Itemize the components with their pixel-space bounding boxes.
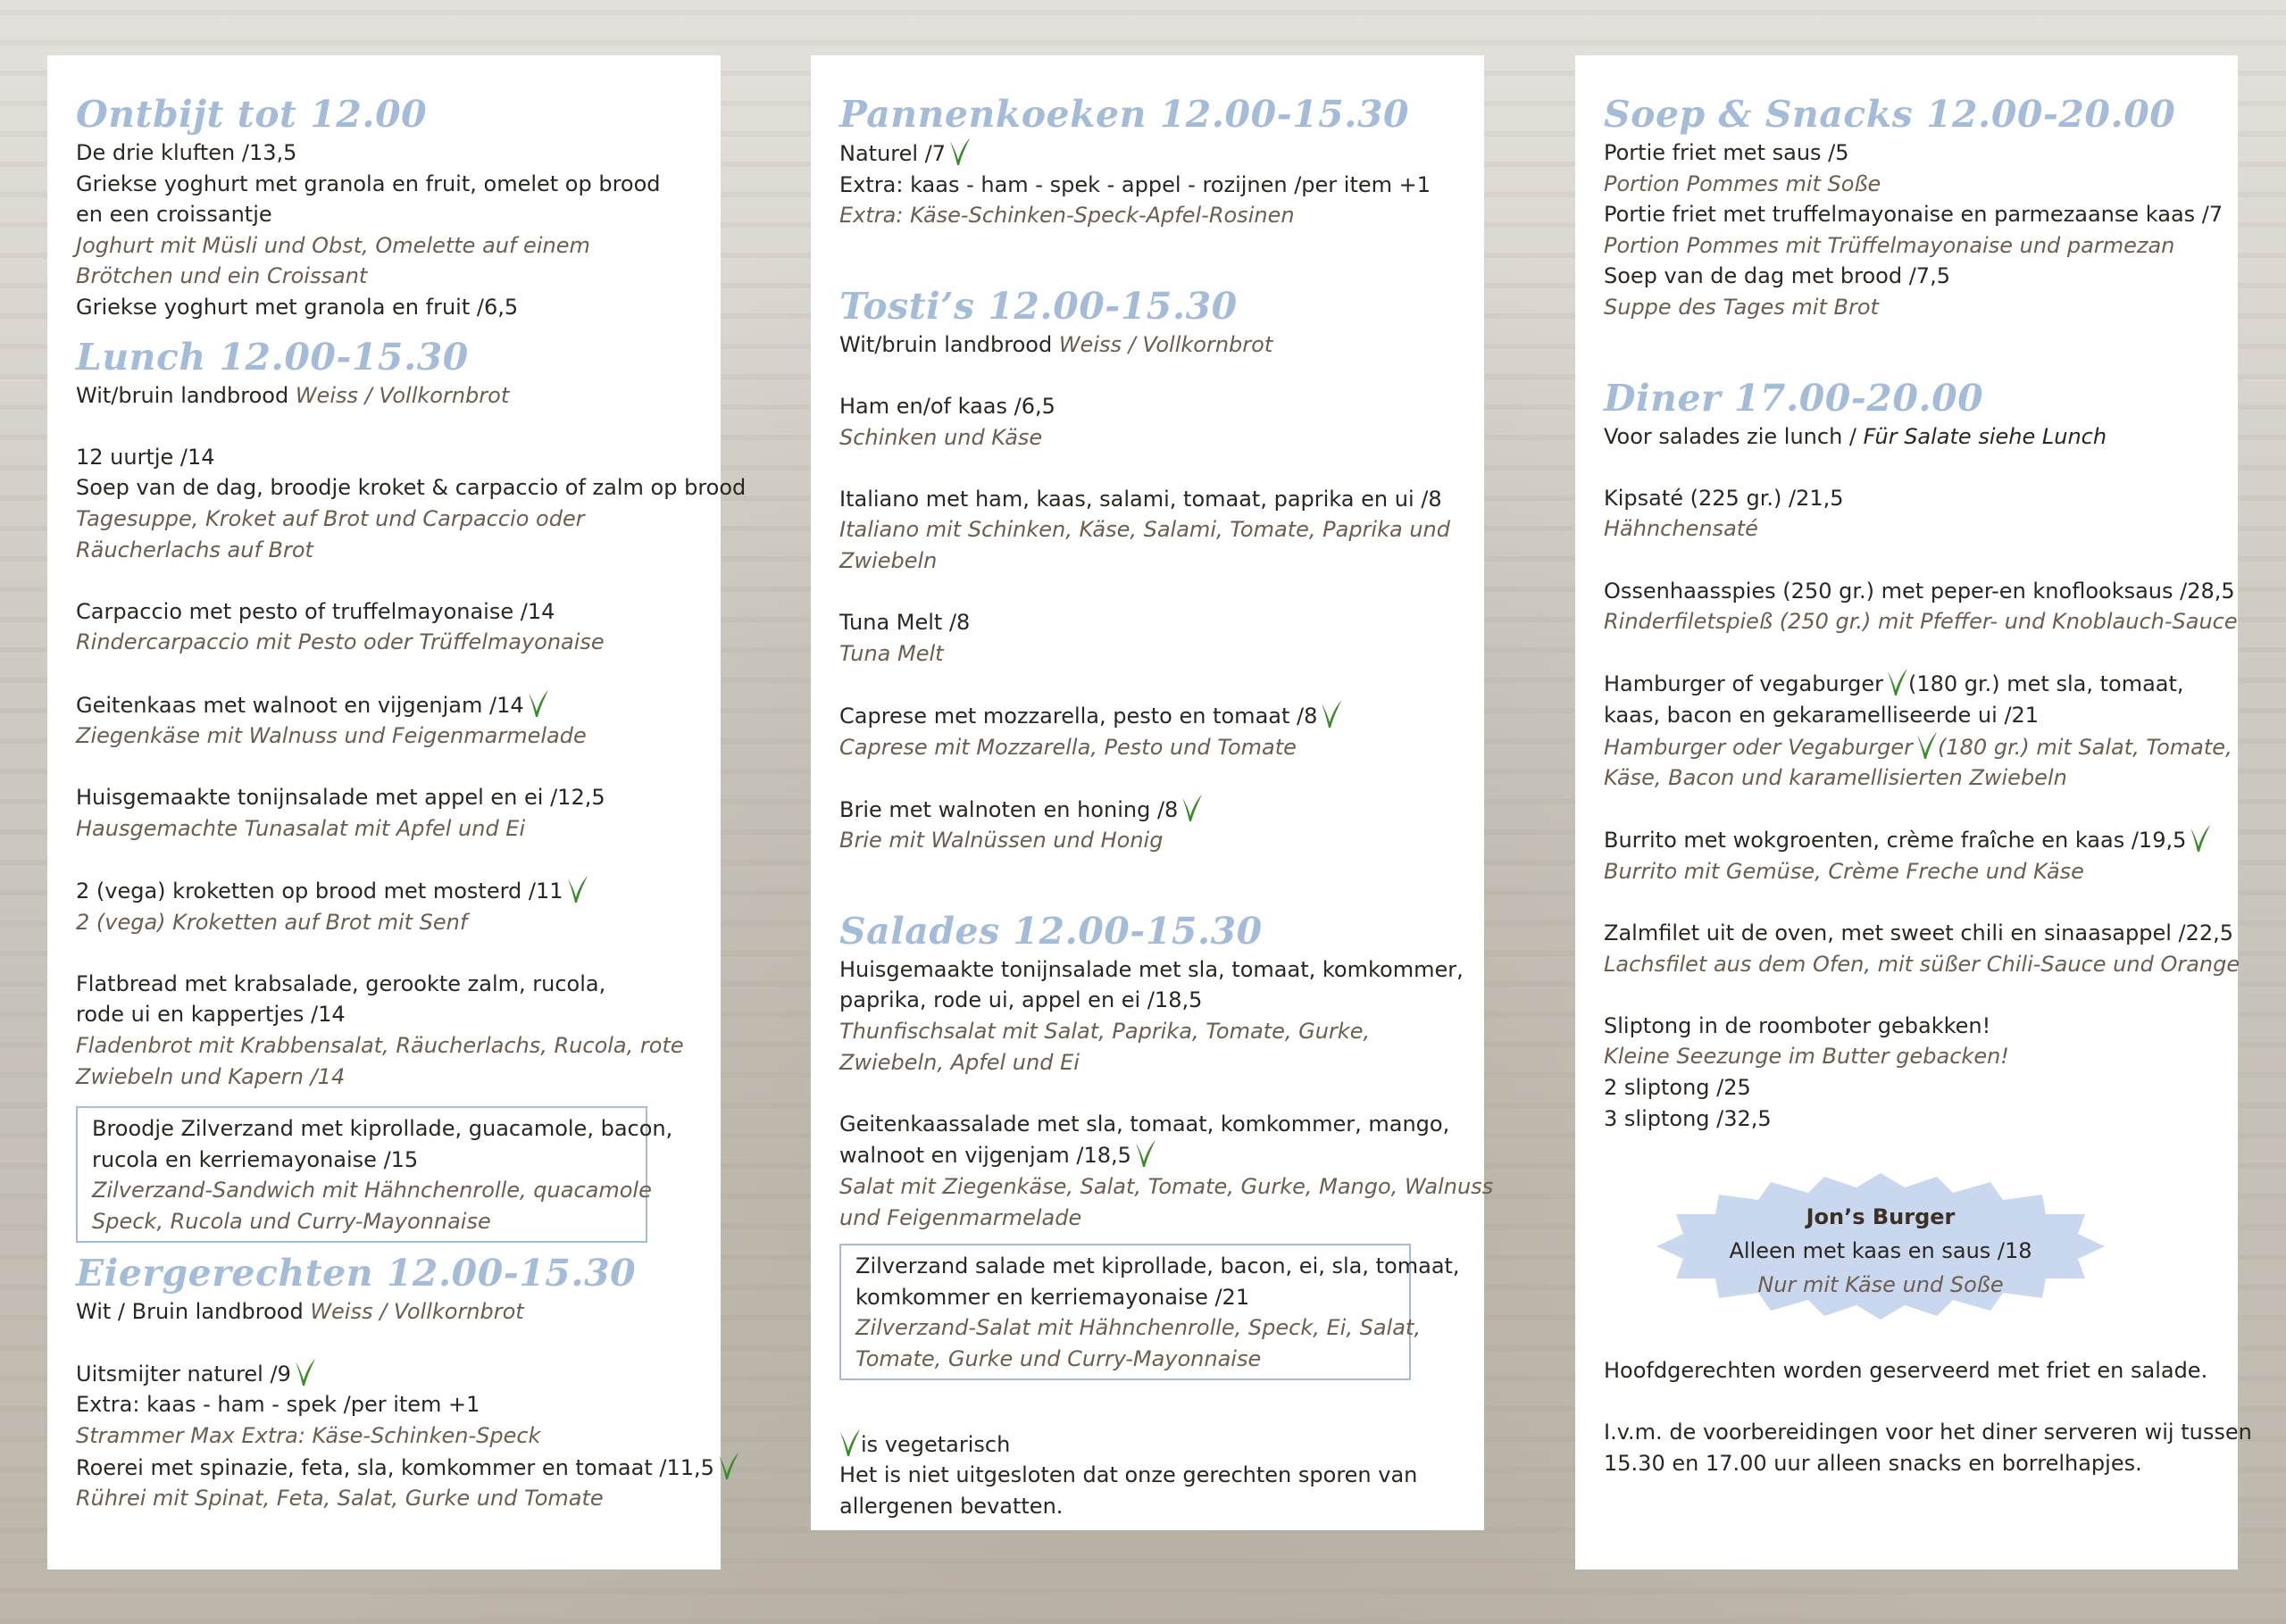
menu-item: De drie kluften /13,5 — [76, 140, 297, 165]
leaf-icon — [295, 1358, 316, 1387]
menu-item-translation: Lachsfilet aus dem Ofen, mit süßer Chili-Sauce und Orange — [1604, 951, 2240, 977]
menu-item-translation: Extra: Käse-Schinken-Speck-Apfel-Rosinen — [839, 203, 1295, 229]
menu-item: Geitenkaas met walnoot en vijgenjam /14 — [76, 689, 692, 721]
menu-item-translation: Rührei mit Spinat, Feta, Salat, Gurke und Tomate — [76, 1486, 604, 1512]
menu-item: Huisgemaakte tonijnsalade met appel en ei /12,5 — [76, 785, 605, 811]
menu-item-translation: Joghurt mit Müsli und Obst, Omelette auf einem — [76, 232, 590, 258]
leaf-icon — [1916, 731, 1938, 760]
menu-item-translation: Burrito mit Gemüse, Crème Freche und Käse — [1604, 858, 2084, 884]
burger-title: Jon’s Burger — [1806, 1204, 1956, 1230]
menu-item-translation: Zwiebeln — [839, 547, 938, 573]
menu-item: Uitsmijter naturel /9 — [76, 1358, 692, 1390]
menu-item: Naturel /7 — [839, 137, 1456, 170]
menu-item: Huisgemaakte tonijnsalade met sla, tomaat, komkommer, — [839, 956, 1464, 982]
leaf-icon — [1321, 700, 1342, 729]
menu-item: Portie friet met saus /5 — [1604, 140, 1849, 165]
menu-item-description: rode ui en kappertjes /14 — [76, 1002, 346, 1028]
menu-item: Ham en/of kaas /6,5 — [839, 393, 1055, 419]
diner-intro: Voor salades zie lunch / Für Salate siehe Lunch — [1604, 423, 2107, 449]
menu-item-translation: Rindercarpaccio mit Pesto oder Trüffelmayonaise — [76, 629, 605, 655]
menu-item: 12 uurtje /14 — [76, 444, 215, 470]
menu-item-description: kaas, bacon en gekaramelliseerde ui /21 — [1604, 702, 2040, 728]
menu-item-translation: Rinderfiletspieß (250 gr.) mit Pfeffer- und Knoblauch-Sauce — [1604, 609, 2238, 635]
menu-item-translation: Italiano mit Schinken, Käse, Salami, Tomate, Paprika und — [839, 517, 1450, 543]
burger-badge — [1653, 1170, 2108, 1323]
leaf-icon — [949, 137, 971, 166]
menu-item: Ossenhaasspies (250 gr.) met peper-en knoflooksaus /28,5 — [1604, 578, 2235, 604]
menu-item-translation: und Feigenmarmelade — [839, 1204, 1082, 1230]
menu-item: Flatbread met krabsalade, gerookte zalm, rucola, — [76, 970, 606, 996]
heading-pannenkoeken: Pannenkoeken 12.00-15.30 — [839, 93, 1410, 136]
leaf-icon — [1181, 794, 1203, 822]
leaf-icon — [1135, 1139, 1156, 1168]
menu-item: Carpaccio met pesto of truffelmayonaise /14 — [76, 598, 555, 624]
menu-item: Tuna Melt /8 — [839, 610, 971, 636]
menu-item-price: 3 sliptong /32,5 — [1604, 1105, 1772, 1131]
menu-item-translation: Portion Pommes mit Soße — [1604, 171, 1881, 196]
special-box-broodje: Broodje Zilverzand met kiprollade, guacamole, bacon, rucola en kerriemayonaise /15 Zilverzand-Sandwich mit Hähnchenrolle, quacamole Speck, Rucola und Curry-Mayonnaise — [76, 1106, 647, 1242]
allergen-note: Het is niet uitgesloten dat onze gerechten sporen van — [839, 1462, 1418, 1488]
menu-item: Roerei met spinazie, feta, sla, komkommer en tomaat /11,5 — [76, 1452, 692, 1484]
menu-item-translation: Brie mit Walnüssen und Honig — [839, 828, 1164, 854]
menu-item-description: paprika, rode ui, appel en ei /18,5 — [839, 987, 1203, 1013]
menu-item: Brie met walnoten en honing /8 — [839, 794, 1456, 826]
menu-item: Sliptong in de roomboter gebakken! — [1604, 1012, 1991, 1038]
menu-item-description: Soep van de dag, broodje kroket & carpaccio of zalm op brood — [76, 475, 747, 501]
menu-item-translation: Zwiebeln, Apfel und Ei — [839, 1049, 1080, 1075]
heading-diner: Diner 17.00-20.00 — [1604, 376, 1984, 420]
menu-panel-middle — [811, 55, 1494, 1530]
menu-item-translation: Räucherlachs auf Brot — [76, 537, 313, 562]
menu-item-price: 2 sliptong /25 — [1604, 1075, 1751, 1101]
menu-item: Burrito met wokgroenten, crème fraîche en kaas /19,5 — [1604, 824, 2209, 856]
menu-item-translation: Caprese mit Mozzarella, Pesto und Tomate — [839, 734, 1297, 760]
menu-item-translation: Kleine Seezunge im Butter gebacken! — [1604, 1044, 2009, 1070]
menu-item-translation: Schinken und Käse — [839, 424, 1043, 450]
menu-item-description: Extra: kaas - ham - spek - appel - rozijnen /per item +1 — [839, 171, 1431, 197]
heading-soep-snacks: Soep & Snacks 12.00-20.00 — [1604, 93, 2176, 136]
menu-item-translation: Brötchen und ein Croissant — [76, 263, 368, 289]
heading-salades: Salades 12.00-15.30 — [839, 909, 1263, 953]
leaf-icon — [567, 875, 588, 904]
menu-item: Geitenkaassalade met sla, tomaat, komkommer, mango, — [839, 1111, 1450, 1137]
menu-panel-right — [1575, 55, 2252, 1570]
special-box-zilverzand-salade: Zilverzand salade met kiprollade, bacon, ei, sla, tomaat, komkommer en kerriemayonaise /21 Zilverzand-Salat mit Hähnchenrolle, Speck, Ei, Salat, Tomate, Gurke und Curry-Mayonnaise — [839, 1244, 1411, 1379]
menu-item-translation: Tagesuppe, Kroket auf Brot und Carpaccio oder — [76, 505, 585, 531]
menu-item: Italiano met ham, kaas, salami, tomaat, paprika en ui /8 — [839, 486, 1442, 512]
info-note: I.v.m. de voorbereidingen voor het diner serveren wij tussen — [1604, 1420, 2252, 1445]
menu-item-description: Extra: kaas - ham - spek /per item +1 — [76, 1392, 480, 1418]
leaf-icon — [528, 689, 549, 718]
menu-item: Caprese met mozzarella, pesto en tomaat /8 — [839, 700, 1456, 732]
leaf-icon — [718, 1452, 739, 1480]
menu-item-translation: Hamburger oder Vegaburger (180 gr.) mit Salat, Tomate, — [1604, 731, 2209, 763]
menu-item-translation: Zwiebeln und Kapern /14 — [76, 1063, 346, 1089]
leaf-icon — [839, 1428, 861, 1457]
menu-item-translation: Käse, Bacon und karamellisierten Zwiebeln — [1604, 765, 2067, 791]
menu-item: Kipsaté (225 gr.) /21,5 — [1604, 485, 1844, 511]
menu-item: Soep van de dag met brood /7,5 — [1604, 263, 1950, 289]
info-note: 15.30 en 17.00 uur alleen snacks en borrelhapjes. — [1604, 1451, 2142, 1476]
menu-item-translation: 2 (vega) Kroketten auf Brot mit Senf — [76, 909, 468, 935]
burger-translation: Nur mit Käse und Soße — [1757, 1272, 2004, 1298]
leaf-icon — [1887, 668, 1908, 696]
menu-item-translation: Fladenbrot mit Krabbensalat, Räucherlachs, Rucola, rote — [76, 1033, 684, 1059]
bread-choice: Wit / Bruin landbrood Weiss / Vollkornbrot — [76, 1298, 524, 1324]
menu-item-translation: Portion Pommes mit Trüffelmayonaise und parmezan — [1604, 232, 2175, 258]
menu-item-description: en een croissantje — [76, 202, 272, 228]
menu-item-translation: Thunfischsalat mit Salat, Paprika, Tomate, Gurke, — [839, 1019, 1371, 1045]
heading-ontbijt: Ontbijt tot 12.00 — [76, 93, 428, 136]
heading-lunch: Lunch 12.00-15.30 — [76, 335, 469, 379]
menu-item: 2 (vega) kroketten op brood met mosterd /11 — [76, 875, 692, 907]
menu-item-translation: Ziegenkäse mit Walnuss und Feigenmarmelade — [76, 723, 587, 749]
menu-item-description: Griekse yoghurt met granola en fruit, omelet op brood — [76, 171, 661, 196]
heading-eiergerechten: Eiergerechten 12.00-15.30 — [76, 1251, 637, 1295]
menu-item-translation: Tuna Melt — [839, 640, 944, 666]
heading-tostis: Tosti’s 12.00-15.30 — [839, 284, 1238, 328]
menu-item: Zalmfilet uit de oven, met sweet chili en sinaasappel /22,5 — [1604, 920, 2234, 946]
menu-item-translation: Suppe des Tages mit Brot — [1604, 294, 1879, 320]
bread-choice: Wit/bruin landbrood Weiss / Vollkornbrot — [839, 331, 1273, 357]
menu-item: Portie friet met truffelmayonaise en parmezaanse kaas /7 — [1604, 202, 2223, 228]
menu-item: Hamburger of vegaburger (180 gr.) met sla, tomaat, — [1604, 668, 2209, 700]
menu-item-translation: Hähnchensaté — [1604, 516, 1758, 542]
menu-item-translation: Salat mit Ziegenkäse, Salat, Tomate, Gurke, Mango, Walnuss — [839, 1174, 1494, 1200]
veg-legend: is vegetarisch — [839, 1428, 1456, 1461]
leaf-icon — [2190, 824, 2211, 853]
info-note: Hoofdgerechten worden geserveerd met friet en salade. — [1604, 1358, 2208, 1384]
menu-item: Griekse yoghurt met granola en fruit /6,5 — [76, 294, 519, 320]
menu-item-translation: Strammer Max Extra: Käse-Schinken-Speck — [76, 1422, 541, 1448]
menu-item-translation: Hausgemachte Tunasalat mit Apfel und Ei — [76, 815, 526, 841]
bread-choice: Wit/bruin landbrood Weiss / Vollkornbrot — [76, 382, 510, 408]
menu-item-description: walnoot en vijgenjam /18,5 — [839, 1139, 1456, 1171]
allergen-note: allergenen bevatten. — [839, 1493, 1064, 1519]
menu-panel-left — [47, 55, 747, 1570]
burger-description: Alleen met kaas en saus /18 — [1729, 1238, 2032, 1264]
